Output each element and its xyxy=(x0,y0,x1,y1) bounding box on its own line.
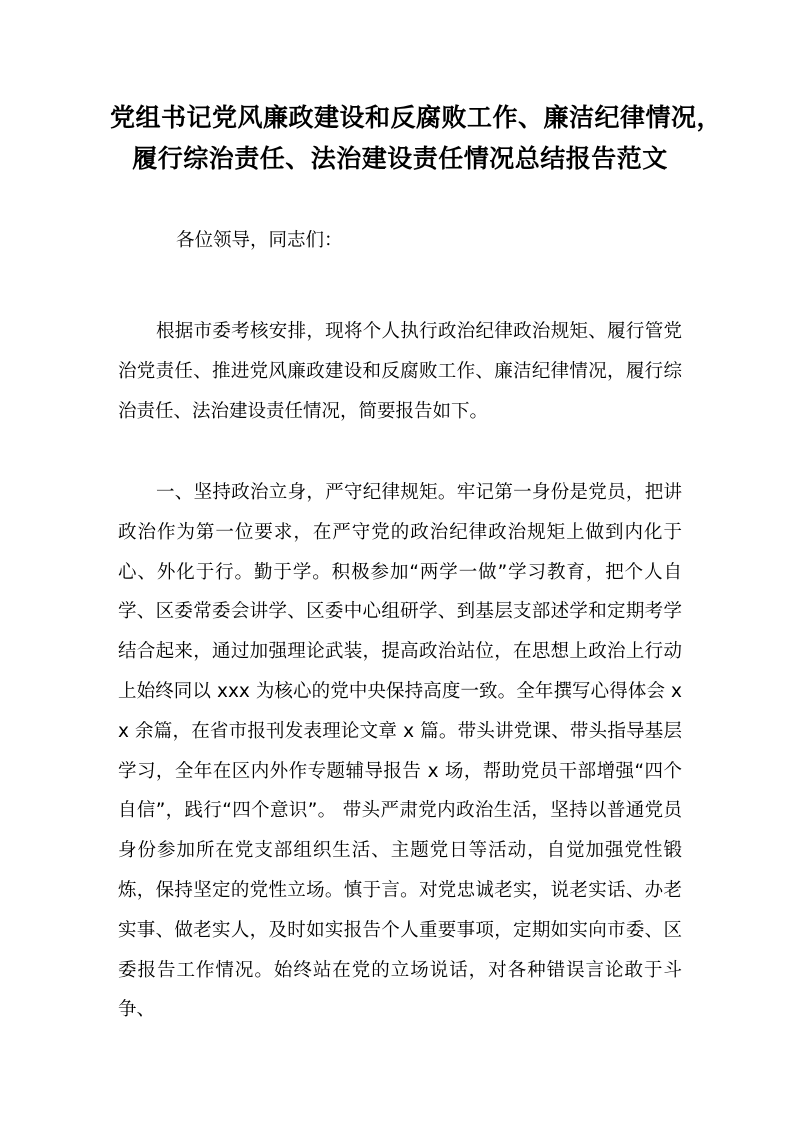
paragraph-section-one: 一、坚持政治立身，严守纪律规矩。牢记第一身份是党员，把讲政治作为第一位要求，在严守党的政治纪律政治规矩上做到内化于心、外化于行。勤于学。积极参加“两学一做”学习教育，把个人自学、区委常委会讲学、区委中心组研学、到基层支部述学和定期考学结合起来，通过加强理论武装，提高政治站位，在思想上政治上行动上始终同以 xxx 为核心的党中央保持高度一致。全年撰写心得体会 xx 余篇，在省市报刊发表理论文章 x 篇。带头讲党课、带头指导基层学习，全年在区内外作专题辅导报告 x 场，帮助党员干部增强“四个自信”，践行“四个意识”。 带头严肃党内政治生活，坚持以普通党员身份参加所在党支部组织生活、主题党日等活动，自觉加强党性锻炼，保持坚定的党性立场。慎于言。对党忠诚老实，说老实话、办老实事、做老实人，及时如实报告个人重要事项，定期如实向市委、区委报告工作情况。始终站在党的立场说话，对各种错误言论敢于斗争、 xyxy=(118,482,682,1021)
greeting: 各位领导，同志们： xyxy=(176,230,343,251)
paragraph-intro: 根据市委考核安排，现将个人执行政治纪律政治规矩、履行管党治党责任、推进党风廉政建设和反腐败工作、廉洁纪律情况，履行综治责任、法治建设责任情况，简要报告如下。 xyxy=(118,321,682,422)
document-title-line-1: 党组书记党风廉政建设和反腐败工作、廉洁纪律情况， xyxy=(110,103,723,132)
document-title-line-2: 履行综治责任、法治建设责任情况总结报告范文 xyxy=(132,144,668,173)
